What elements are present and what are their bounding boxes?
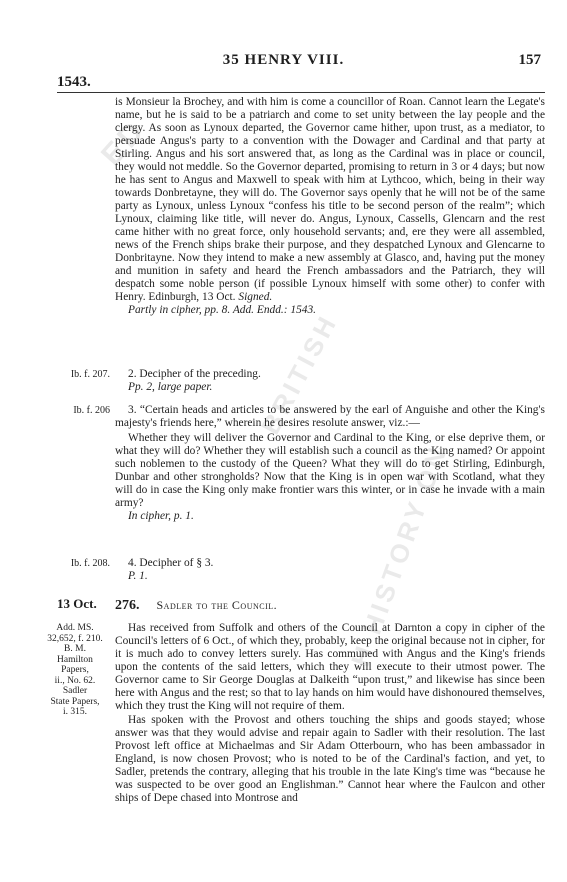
source-ref-line: 32,652, f. 210. (47, 633, 103, 644)
watermark-middle: BRITISH (255, 308, 344, 440)
header-rule (57, 92, 545, 93)
entry-276-paragraph-1: Has received from Suffolk and others of the Council at Darnton a copy in cipher of the Council's letters of 6 Oct., of which they, probably, keep the original because not in cipher, for it is much ado to convey letters surely. Has communed with Angus and the King's friends upon the contents of the said letters, which they will execute to their utmost power. The Governor came to Sir George Douglas at Dalkeith “upon trust,” and likewise has since been here with Angus and the rest; so that to lay hands on him would have dishonoured themselves, which they trust the King will not require of them. (115, 622, 545, 712)
running-head (0, 52, 567, 72)
entry-276-source-refs (42, 623, 108, 718)
continuation-meta: Partly in cipher, pp. 8. Add. Endd.: 1543. (128, 304, 317, 316)
margin-ref-item-2: Ib. f. 207. (70, 369, 110, 380)
source-ref-line: State Papers, (50, 696, 100, 707)
page-number: 157 (518, 52, 541, 68)
item-2 (115, 368, 545, 394)
entry-276-body (115, 622, 545, 805)
entry-continuation (115, 96, 545, 317)
page-title: 35 HENRY VIII. (222, 52, 345, 68)
watermark-right: H HISTORY ON (345, 440, 454, 671)
item-2-text: 2. Decipher of the preceding. (128, 368, 261, 380)
entry-276-title: Sadler to the Council. (156, 598, 278, 612)
signed-note: Signed. (238, 291, 273, 303)
source-ref-line: Sadler (62, 686, 88, 696)
item-3-text: 3. “Certain heads and articles to be answered by the earl of Anguishe and other the King's majesty's friends here,” wherein he desires resolute answer, viz.:— (115, 404, 545, 429)
source-ref-line: i. 315. (62, 707, 87, 717)
year-label: 1543. (57, 74, 91, 90)
item-3 (115, 404, 545, 523)
margin-ref-item-3: Ib. f. 206 (73, 405, 110, 416)
entry-276-number: 276. (115, 598, 140, 613)
source-ref-line: ii., No. 62. (54, 675, 96, 686)
item-4 (115, 557, 545, 583)
continuation-text: is Monsieur la Brochey, and with him is come a councillor of Roan. Cannot learn the Legate's name, but he is said to be a patriarch and come to set unity between the lay people and the clergy. As soon as Lynoux departed, the Governor came hither, upon trust, as a mediator, to persuade Angus's party to a convention with the Dowager and Cardinal and that party at Stirling. Angus and his sort answered that, as long as the Cardinal was in place or council, they would not meddle. So the Governor departed, promising to return in 3 or 4 days; but now he has sent to Angus and Maxwell to speak with him at Lythcoo, which, being in their way towards Donbretayne, they will do. The Governor says openly that he will not be of the same party as Lynoux, unless Lynoux “confess his title to be second person of the realm”; which Lynoux, claiming like title, will never do. Angus, Lynoux, Cassells, Glencarn and the rest came hither with no great force, only household servants; and, ere they were all assembled, news of the French ships brake their purpose, and they despatched Lynoux and Glencarne to Donbritayne. Now they intend to make a new assembly at Glasco, and, having put the money and munition in safety and heard the French ambassadors and the Patriarch, they will despatch some noble person (if possible Lynoux himself with some other) to confer with Henry. Edinburgh, 13 Oct. (115, 96, 545, 303)
entry-276-paragraph-2: Has spoken with the Provost and others touching the ships and goods stayed; whose answer was that they would advise and repair again to Sadler with their resolution. The last Provost left office at Michaelmas and Sir Adam Otterbourn, who has been ambassador in England, is now chosen Provost; who is noted to be of the Cardinal's faction, and yet, to Sadler, pretends the contrary, alleging that his trouble in the late King's time was “because he was suspected to be over good an Englishman.” Cannot hear where the Faulcon and other ships of Depe chased into Montrose and (115, 714, 545, 804)
entry-276-heading (115, 598, 545, 614)
source-ref-line: Add. MS. (56, 623, 94, 633)
margin-ref-item-4: Ib. f. 208. (70, 558, 110, 569)
item-4-meta: P. 1. (128, 570, 148, 582)
entry-276-date: 13 Oct. (57, 596, 97, 611)
source-ref-line: B. M. (64, 644, 86, 654)
item-3-meta: In cipher, p. 1. (128, 510, 194, 522)
continuation-paragraph (115, 96, 545, 304)
source-ref-line: Papers, (61, 665, 89, 675)
item-2-meta: Pp. 2, large paper. (128, 381, 213, 393)
item-3-questions: Whether they will deliver the Governor and Cardinal to the King, or else deprive them, or what they will do? Whether they will establish such a council as the King named? Or appoint such noblemen to the custody of the Queen? What they will do to get Stirling, Edinburgh, Dunbar and other strongholds? Now that the King is in open war with Scotland, what they will do in case the King only make frontier wars this winter, or in case he invade with a main army? (115, 432, 545, 509)
watermark-left: ED (95, 113, 153, 173)
source-ref-line: Hamilton (57, 654, 93, 665)
item-4-text: 4. Decipher of § 3. (128, 557, 214, 569)
